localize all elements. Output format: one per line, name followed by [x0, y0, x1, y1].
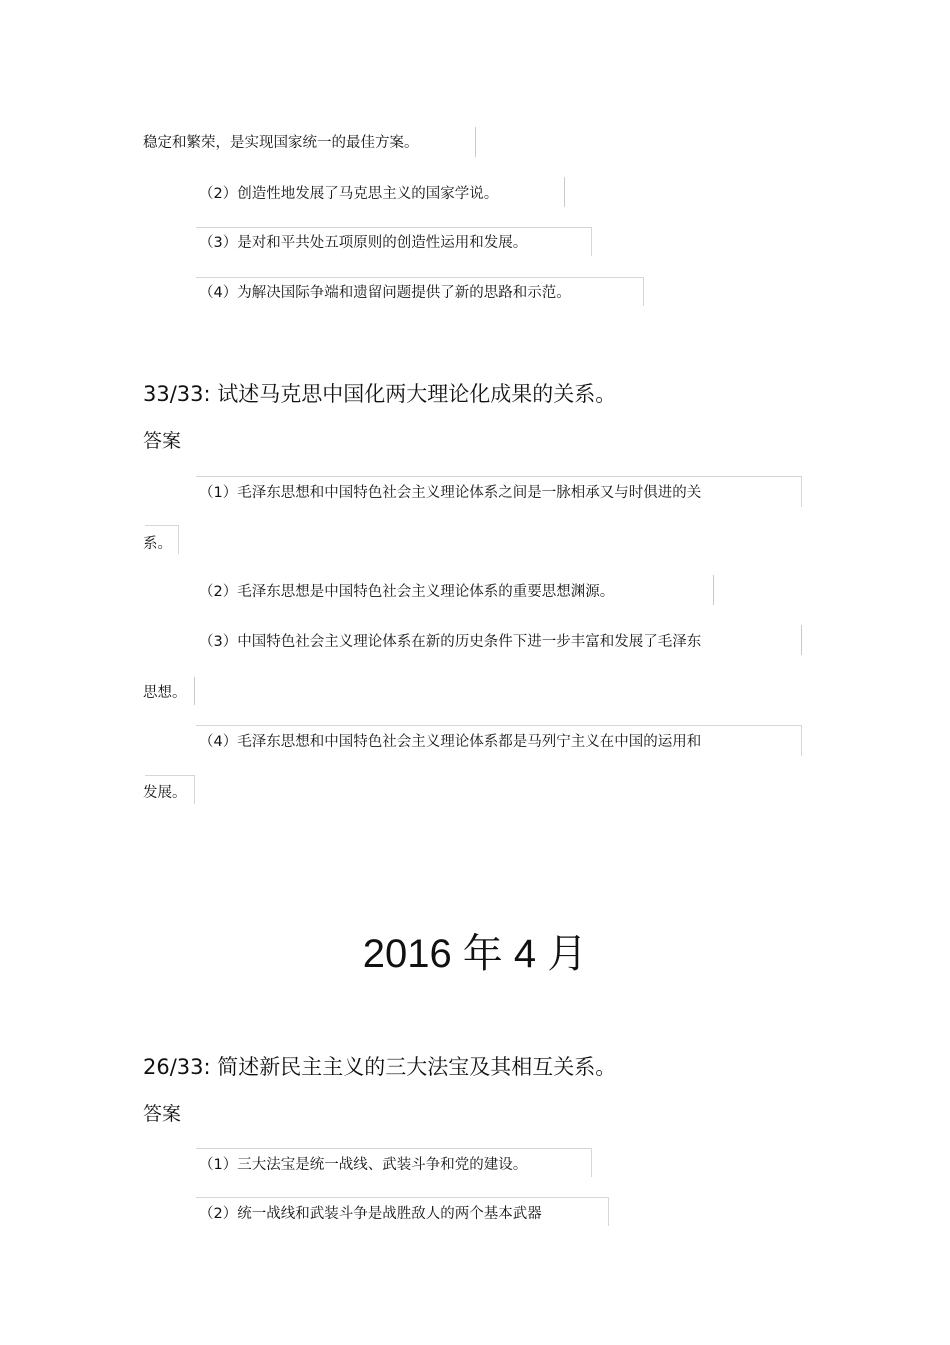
answer-label: 答案 — [143, 430, 182, 452]
border-line — [564, 177, 565, 207]
answer-point-3-line-1: （3）中国特色社会主义理论体系在新的历史条件下进一步丰富和发展了毛泽东 — [199, 634, 702, 650]
answer-point-4: （4）为解决国际争端和遗留问题提供了新的思路和示范。 — [199, 285, 571, 301]
answer-point-4-line-1: （4）毛泽东思想和中国特色社会主义理论体系都是马列宁主义在中国的运用和 — [199, 734, 702, 750]
answer-label: 答案 — [143, 1103, 182, 1125]
border-line — [713, 575, 714, 605]
year-heading: 2016 年 4 月 — [362, 932, 588, 976]
question-title: 26/33: 简述新民主主义的三大法宝及其相互关系。 — [143, 1055, 617, 1079]
answer-point-2: （2）创造性地发展了马克思主义的国家学说。 — [199, 186, 499, 202]
answer-point-1-line-1: （1）毛泽东思想和中国特色社会主义理论体系之间是一脉相承又与时俱进的关 — [199, 485, 702, 501]
border-line — [801, 625, 802, 655]
answer-point-1-line-2: 系。 — [143, 536, 172, 552]
border-line — [475, 127, 476, 157]
paragraph-continuation: 稳定和繁荣，是实现国家统一的最佳方案。 — [143, 135, 419, 151]
answer-point-2: （2）毛泽东思想是中国特色社会主义理论体系的重要思想渊源。 — [199, 584, 615, 600]
answer-point-4-line-2: 发展。 — [143, 785, 187, 801]
answer-point-2: （2）统一战线和武装斗争是战胜敌人的两个基本武器 — [199, 1206, 542, 1222]
border-line — [194, 677, 195, 705]
answer-point-3-line-2: 思想。 — [143, 685, 187, 701]
answer-point-3: （3）是对和平共处五项原则的创造性运用和发展。 — [199, 235, 528, 251]
question-title: 33/33: 试述马克思中国化两大理论化成果的关系。 — [143, 382, 617, 406]
answer-point-1: （1）三大法宝是统一战线、武装斗争和党的建设。 — [199, 1157, 528, 1173]
